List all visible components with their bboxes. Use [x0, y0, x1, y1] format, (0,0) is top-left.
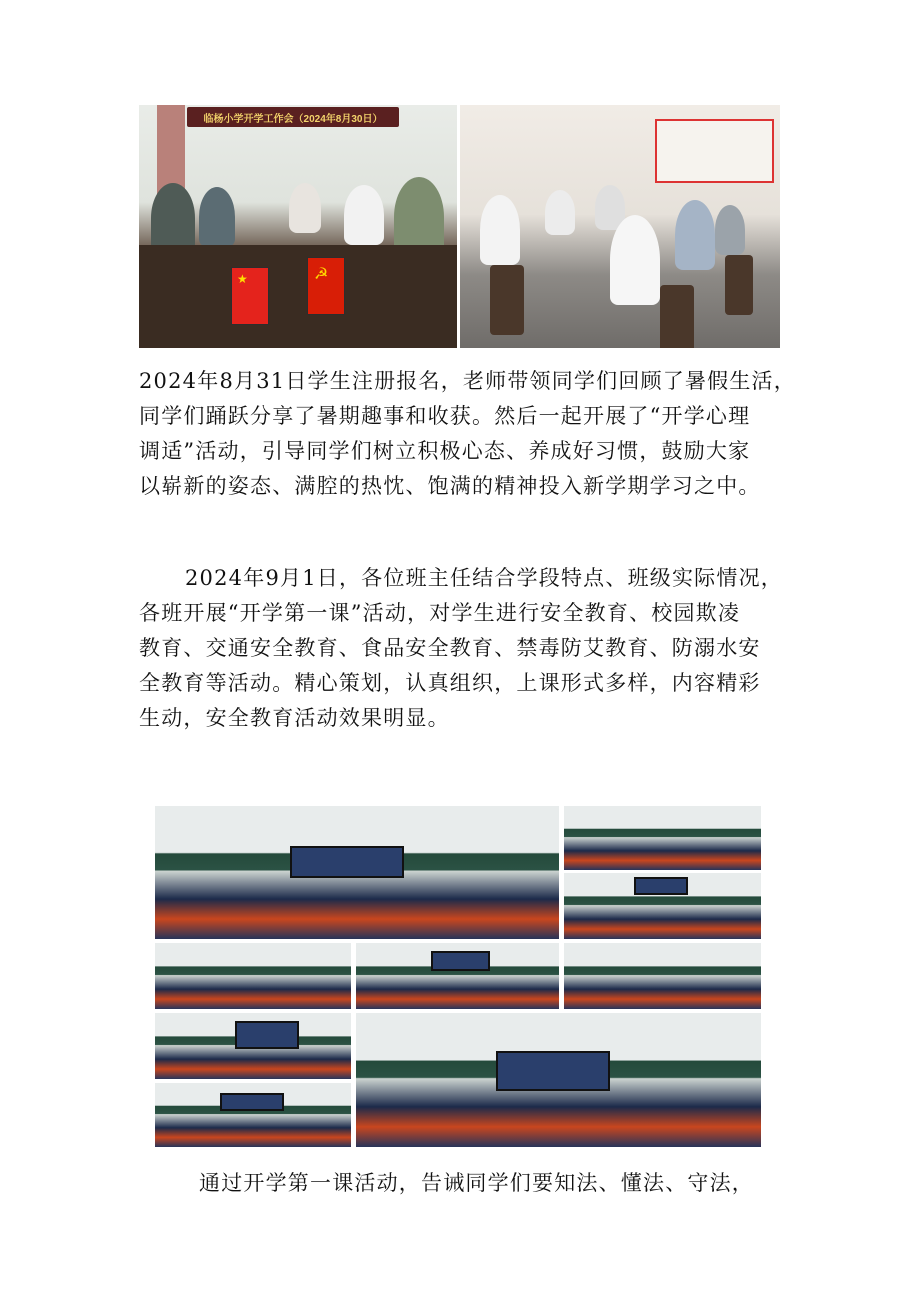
text-line: 2024年8月31日学生注册报名，老师带领同学们回顾了暑假生活，	[139, 369, 796, 393]
paragraph-registration	[139, 364, 796, 504]
projector-screen	[496, 1051, 610, 1091]
party-flag-icon	[307, 257, 345, 315]
classroom-photo	[155, 943, 351, 1009]
chair	[490, 265, 524, 335]
projector-screen	[220, 1093, 284, 1111]
person	[289, 183, 321, 233]
person	[344, 185, 384, 245]
meeting-banner: 临杨小学开学工作会（2024年8月30日）	[187, 107, 399, 127]
text-line: 教育、交通安全教育、食品安全教育、禁毒防艾教育、防溺水安	[139, 636, 761, 660]
person	[199, 187, 235, 247]
person	[545, 190, 575, 235]
person	[480, 195, 520, 265]
text-line: 全教育等活动。精心策划，认真组织，上课形式多样，内容精彩	[139, 671, 761, 695]
text-line: 调适”活动，引导同学们树立积极心态、养成好习惯，鼓励大家	[139, 439, 751, 463]
classroom-photo	[356, 943, 559, 1009]
meeting-photo-left	[139, 105, 457, 348]
projector-screen	[235, 1021, 299, 1049]
person	[610, 215, 660, 305]
chair	[725, 255, 753, 315]
classroom-photo	[564, 943, 761, 1009]
classroom-photo	[356, 1013, 761, 1147]
meeting-photo-right	[460, 105, 780, 348]
text-line: 同学们踊跃分享了暑期趣事和收获。然后一起开展了“开学心理	[139, 404, 751, 428]
meeting-table	[139, 245, 457, 348]
classroom-photo	[155, 1083, 351, 1147]
text-line: 生动，安全教育活动效果明显。	[139, 706, 450, 730]
china-flag-icon	[231, 267, 269, 325]
classroom-photo	[155, 1013, 351, 1079]
projector-screen	[431, 951, 490, 971]
paragraph-first-lesson	[139, 561, 789, 736]
paragraph-closing: 通过开学第一课活动，告诫同学们要知法、懂法、守法，	[199, 1171, 754, 1195]
text-line: 各班开展“开学第一课”活动，对学生进行安全教育、校园欺凌	[139, 601, 741, 625]
projector-screen	[634, 877, 688, 895]
person	[675, 200, 715, 270]
text-line: 2024年9月1日，各位班主任结合学段特点、班级实际情况，	[185, 566, 783, 590]
classroom-photo	[155, 806, 559, 939]
projector-screen	[290, 846, 404, 878]
wall-display-board	[655, 119, 774, 183]
classroom-photo	[564, 873, 761, 939]
top-photo-row	[139, 105, 780, 348]
chair	[660, 285, 694, 348]
person	[151, 183, 195, 253]
classroom-photo-collage	[155, 806, 761, 1147]
classroom-photo	[564, 806, 761, 870]
person	[715, 205, 745, 255]
text-line: 以崭新的姿态、满腔的热忱、饱满的精神投入新学期学习之中。	[139, 474, 761, 498]
